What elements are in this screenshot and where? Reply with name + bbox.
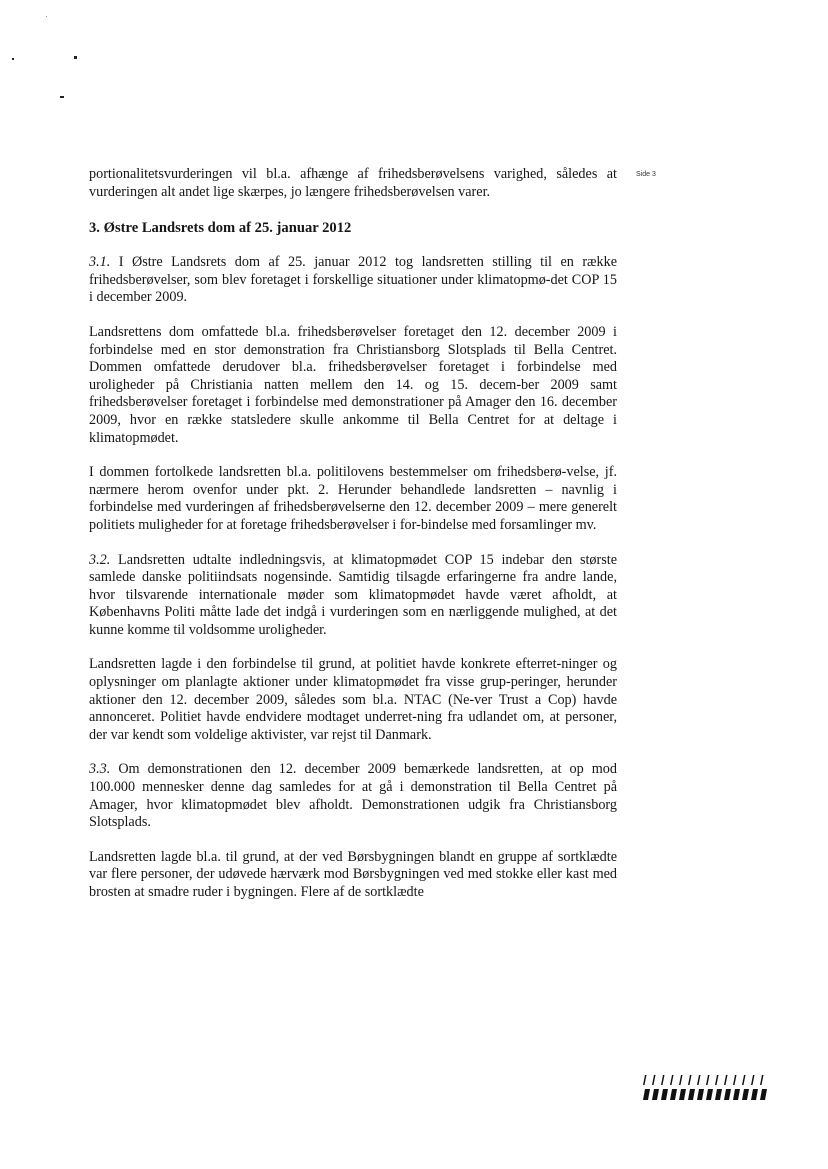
paragraph-text: Landsretten lagde i den forbindelse til grund, at politiet havde konkrete efterret-ninger og oplysninger om planlagte aktioner under klimatopmødet fra visse grup-peringer, herunder aktioner den 12. december 2009, således som bl.a. NTAC (Ne-ver Trust a Cop) havde annonceret. Politiet havde endvidere modtaget underret-ning fra udlandet om, at personer, der var kendt som voldelige aktivister, var rejst til Danmark.: [89, 656, 617, 743]
barcode-block: [760, 1089, 767, 1100]
paragraph-text: portionalitetsvurderingen vil bl.a. afhænge af frihedsberøvelsens varighed, således at vurderingen alt andet lige skærpes, jo længere frihedsberøvelsen varer.: [89, 166, 617, 200]
page-side-label: Side 3: [636, 171, 656, 178]
barcode-stroke: [742, 1075, 746, 1085]
barcode-stroke: [679, 1075, 683, 1085]
paragraph: [89, 464, 617, 534]
paragraph-text: I Østre Landsrets dom af 25. januar 2012 tog landsretten stilling til en række frihedsberøvelser, som blev foretaget i forskellige situationer under klimatopmø-det COP 15 i december 2009.: [89, 254, 618, 306]
paragraph-text: Landsrettens dom omfattede bl.a. frihedsberøvelser foretaget den 12. december 2009 i forbindelse med en stor demonstration fra Christiansborg Slotsplads til Bella Centret. Dommen omfattede derudover bl.a. frihedsberøvelser foretaget i forbindelse med uroligheder på Christiania natten mellem den 14. og 15. decem-ber 2009 samt frihedsberøvelser foretaget i forbindelse med demonstrationer på Amager den 16. december 2009, hvor en række statsledere skulle ankomme til Bella Centret for at deltage i klimatopmødet.: [89, 323, 617, 446]
barcode-block: [643, 1089, 650, 1100]
barcode-block: [688, 1089, 695, 1100]
barcode-stroke: [670, 1075, 674, 1085]
barcode-stroke: [706, 1075, 710, 1085]
barcode-block: [697, 1089, 704, 1100]
paragraph: [89, 656, 617, 744]
paragraph: [89, 166, 617, 201]
scan-speck: [74, 56, 77, 59]
barcode-block: [751, 1089, 758, 1100]
paragraph: [89, 552, 617, 640]
barcode-block: [724, 1089, 731, 1100]
barcode-block: [679, 1089, 686, 1100]
barcode-block: [706, 1089, 713, 1100]
paragraph-text: Landsretten lagde bl.a. til grund, at der ved Børsbygningen blandt en gruppe af sortklædte var flere personer, der udøvede hærværk mod Børsbygningen ved med stokke eller kast med brosten at smadre ruder i bygningen. Flere af de sortklædte: [89, 848, 617, 900]
barcode-stroke: [643, 1075, 647, 1085]
barcode-stroke: [715, 1075, 719, 1085]
barcode-stroke: [724, 1075, 728, 1085]
scan-speck: [12, 58, 14, 60]
barcode-block: [652, 1089, 659, 1100]
barcode-stroke: [751, 1075, 755, 1085]
paragraph-number: 3.3.: [89, 761, 111, 778]
barcode-block: [715, 1089, 722, 1100]
barcode-stroke: [652, 1075, 656, 1085]
barcode-block: [661, 1089, 668, 1100]
paragraph-text: Landsretten udtalte indledningsvis, at klimatopmødet COP 15 indebar den største samlede danske politiindsats nogensinde. Samtidig tilsagde erfaringerne fra andre lande, hvor tilsvarende internationale møder som klimatopmødet havde været afholdt, at Københavns Politi måtte lade det indgå i vurderingen som en nærliggende mulighed, at det kunne komme til voldsomme uroligheder.: [89, 551, 618, 638]
barcode-stroke: [661, 1075, 665, 1085]
barcode-stroke: [760, 1075, 764, 1085]
barcode-mark: [640, 1075, 768, 1101]
paragraph-text: Om demonstrationen den 12. december 2009 bemærkede landsretten, at op mod 100.000 mennesker denne dag samledes for at gå i demonstration til Bella Centret på Amager, hvor klimatopmødet blev afholdt. Demonstrationen udgik fra Christiansborg Slotsplads.: [89, 761, 617, 831]
paragraph-number: 3.1.: [89, 254, 111, 271]
paragraph-number: 3.2.: [89, 551, 111, 568]
scan-speck: [60, 96, 64, 98]
document-body: [89, 166, 617, 902]
paragraph-text: I dommen fortolkede landsretten bl.a. politilovens bestemmelser om frihedsberø-velse, jf. nærmere herom ovenfor under pkt. 2. Herunder behandlede landsretten – navnlig i forbindelse med vurderingen af frihedsberøvelserne den 12. december 2009 – mere generelt politiets muligheder for at foretage frihedsberøvelser i for-bindelse med forsamlinger mv.: [89, 464, 617, 533]
paragraph: [89, 761, 617, 831]
barcode-stroke: [697, 1075, 701, 1085]
barcode-block: [670, 1089, 677, 1100]
scan-speck: [46, 16, 47, 17]
barcode-block: [733, 1089, 740, 1100]
paragraph: [89, 254, 617, 307]
paragraph: [89, 324, 617, 447]
barcode-stroke: [688, 1075, 692, 1085]
paragraph: [89, 849, 617, 902]
barcode-block: [742, 1089, 749, 1100]
section-heading: 3. Østre Landsrets dom af 25. januar 2012: [89, 220, 352, 237]
barcode-stroke: [733, 1075, 737, 1085]
